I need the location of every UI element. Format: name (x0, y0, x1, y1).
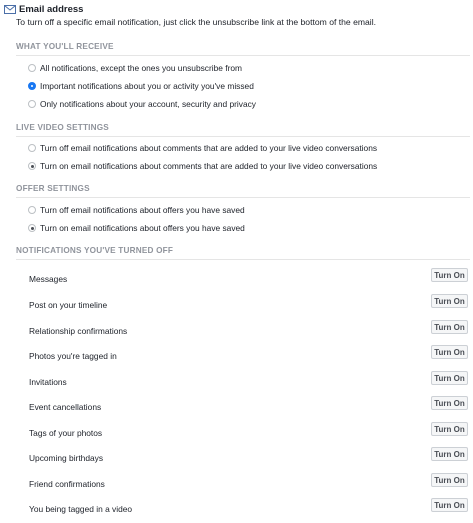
notification-label: Messages (29, 274, 68, 284)
notification-row-timeline-posts (16, 294, 470, 319)
radio-button-selected[interactable] (28, 82, 36, 90)
radio-label: Turn off email notifications about offers you have saved (40, 205, 245, 215)
notification-label: Friend confirmations (29, 479, 105, 489)
receive-option-important[interactable] (28, 80, 254, 92)
offer-settings-heading: OFFER SETTINGS (16, 184, 90, 193)
divider (16, 197, 470, 198)
live-video-option-off[interactable] (28, 142, 377, 154)
turn-on-button[interactable]: Turn On (431, 371, 468, 385)
notification-row-photo-tags (16, 422, 470, 447)
notification-row-invitations (16, 371, 470, 396)
radio-label: Only notifications about your account, security and privacy (40, 99, 256, 109)
radio-label: All notifications, except the ones you unsubscribe from (40, 63, 243, 73)
turn-on-button[interactable]: Turn On (431, 345, 468, 359)
notification-row-event-cancellations (16, 396, 470, 421)
live-video-option-on[interactable] (28, 160, 377, 172)
turn-on-button[interactable]: Turn On (431, 396, 468, 410)
notification-row-video-tagged (16, 498, 470, 523)
turn-on-button[interactable]: Turn On (431, 320, 468, 334)
radio-label: Turn off email notifications about comments that are added to your live video conversations (40, 143, 378, 153)
notification-label: Post on your timeline (29, 300, 108, 310)
turned-off-heading: NOTIFICATIONS YOU'VE TURNED OFF (16, 246, 174, 255)
notification-label: Invitations (29, 377, 67, 387)
radio-button[interactable] (28, 206, 36, 214)
turn-on-button[interactable]: Turn On (431, 473, 468, 487)
notification-label: You being tagged in a video (29, 504, 133, 514)
offer-option-on[interactable] (28, 222, 245, 234)
turn-on-button[interactable]: Turn On (431, 294, 468, 308)
divider (16, 259, 470, 260)
offer-option-off[interactable] (28, 204, 245, 216)
header-title: Email address (19, 3, 84, 15)
turn-on-button[interactable]: Turn On (431, 498, 468, 512)
turn-on-button[interactable]: Turn On (431, 447, 468, 461)
notification-row-messages (16, 268, 470, 293)
divider (16, 55, 470, 56)
radio-button-selected[interactable] (28, 224, 36, 232)
receive-option-account-only[interactable] (28, 98, 256, 110)
radio-button[interactable] (28, 100, 36, 108)
radio-button-selected[interactable] (28, 162, 36, 170)
divider (16, 136, 470, 137)
receive-option-all[interactable] (28, 62, 242, 74)
notification-label: Relationship confirmations (29, 326, 128, 336)
notification-row-friend-confirmations (16, 473, 470, 498)
notification-label: Photos you're tagged in (29, 351, 117, 361)
live-video-settings-heading: LIVE VIDEO SETTINGS (16, 123, 109, 132)
notification-row-birthdays (16, 447, 470, 472)
notification-label: Event cancellations (29, 402, 102, 412)
turn-on-button[interactable]: Turn On (431, 268, 468, 282)
intro-text: To turn off a specific email notification, just click the unsubscribe link at the bottom of the email. (16, 17, 377, 27)
radio-label: Turn on email notifications about offers you have saved (40, 223, 245, 233)
radio-label: Important notifications about you or activity you've missed (40, 81, 254, 91)
turn-on-button[interactable]: Turn On (431, 422, 468, 436)
notification-label: Tags of your photos (29, 428, 103, 438)
radio-label: Turn on email notifications about comments that are added to your live video conversations (40, 161, 378, 171)
notification-row-photos-tagged (16, 345, 470, 370)
notification-label: Upcoming birthdays (29, 453, 104, 463)
radio-button[interactable] (28, 64, 36, 72)
what-youll-receive-heading: WHAT YOU'LL RECEIVE (16, 42, 114, 51)
envelope-icon (4, 5, 16, 14)
email-address-header (4, 2, 83, 16)
notification-row-relationship (16, 320, 470, 345)
radio-button[interactable] (28, 144, 36, 152)
